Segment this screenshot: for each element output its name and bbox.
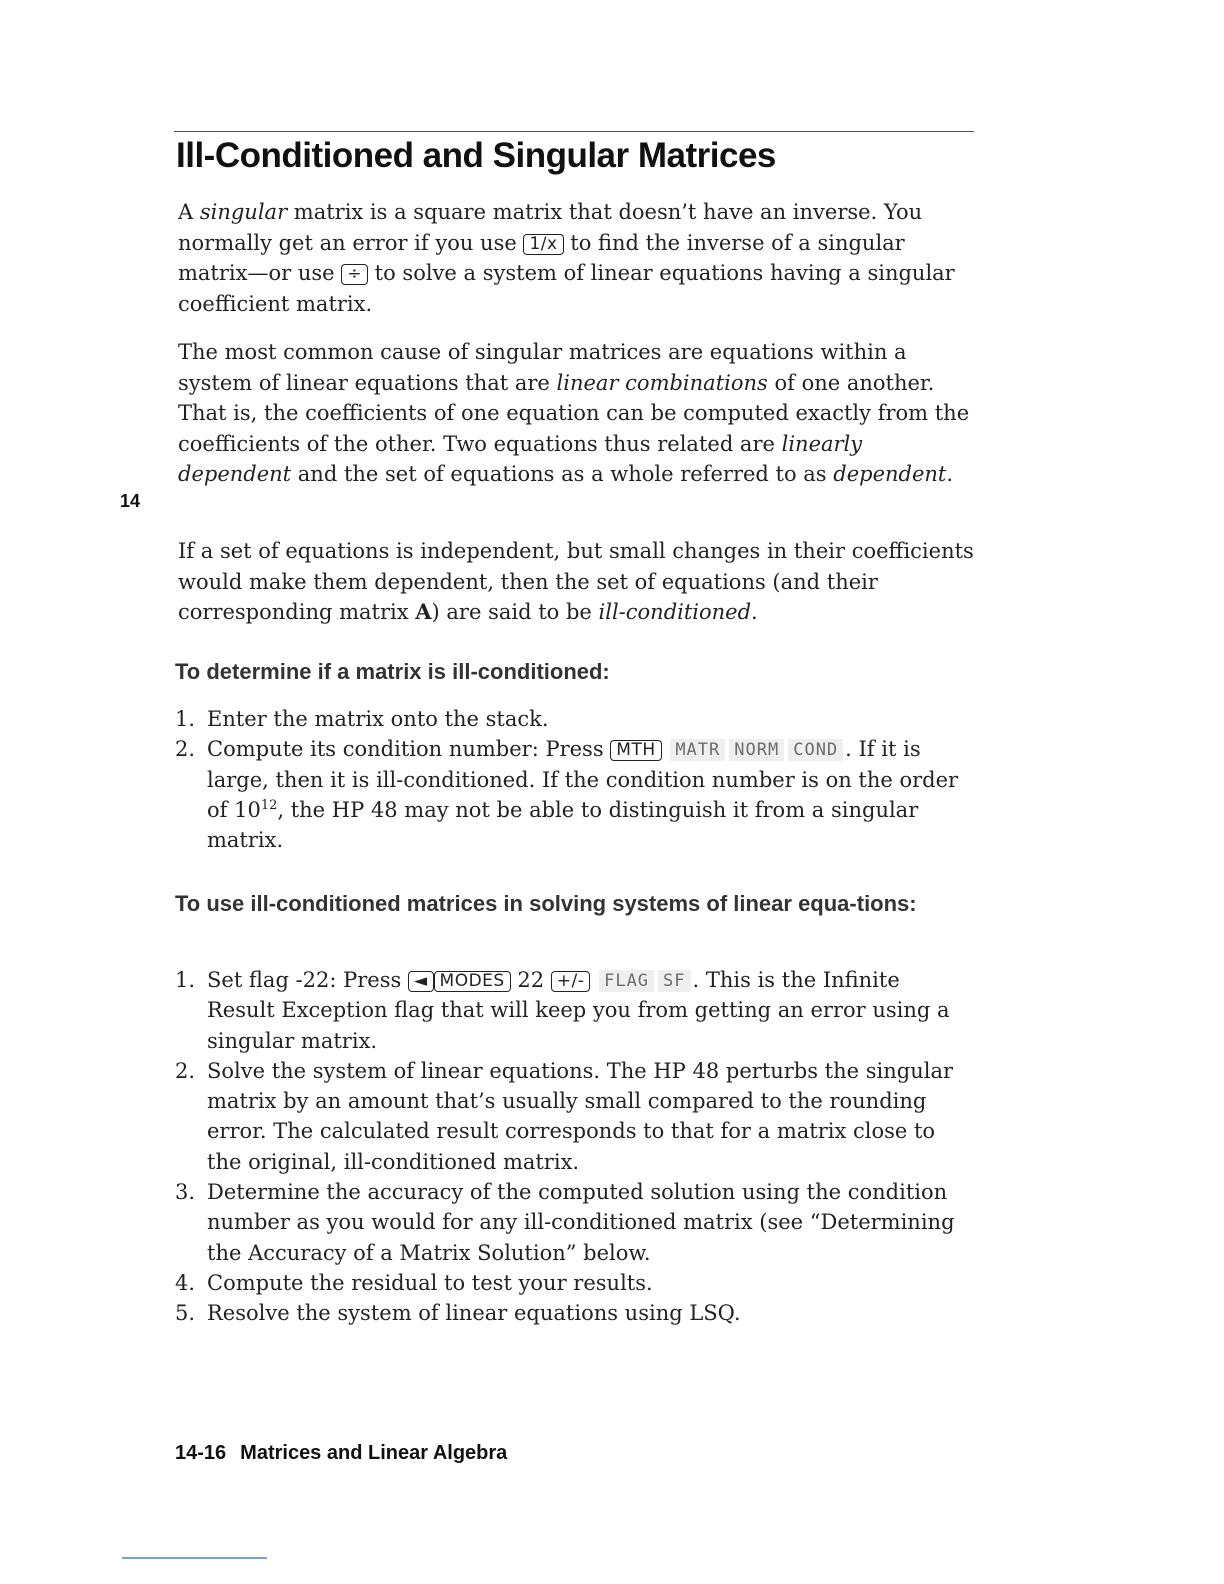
- text-run: matrix is a square matrix that doesn’t have an inverse. You normally get an error if you use: [178, 200, 923, 255]
- step-number: 2.: [175, 737, 196, 762]
- step-text: Compute the residual to test your results.: [207, 1270, 653, 1295]
- text-run: Compute its condition number: Press: [207, 737, 611, 762]
- paragraph-ill-conditioned: [178, 536, 978, 628]
- text-run: A: [178, 200, 200, 224]
- steps-use: [175, 965, 965, 1329]
- text-run: . This is the Infinite Result Exception flag that will keep you from getting an error using a singular matrix.: [207, 968, 950, 1053]
- change-sign-key: +/-: [551, 971, 591, 992]
- list-item: [175, 734, 965, 855]
- steps-determine: [175, 704, 965, 855]
- list-item: [175, 1268, 965, 1298]
- inverse-key: 1/x: [523, 234, 563, 255]
- chapter-title: Matrices and Linear Algebra: [240, 1442, 508, 1464]
- page-title: Ill-Conditioned and Singular Matrices: [176, 136, 776, 175]
- exponent: 12: [260, 797, 278, 813]
- text-run: and the set of equations as a whole referred to as: [291, 462, 834, 486]
- term-ill-conditioned: ill-conditioned: [598, 600, 752, 624]
- modes-key: MODES: [434, 971, 511, 992]
- text-run: of one another. That is, the coefficients of one equation can be computed exactly from the coefficients of the other. Two equations thus related are: [178, 370, 970, 456]
- section-heading-determine: To determine if a matrix is ill-conditioned:: [175, 659, 610, 684]
- text-run: ) are said to be: [431, 600, 599, 624]
- sf-softkey: SF: [658, 970, 690, 992]
- step-number: 4.: [175, 1270, 196, 1295]
- list-item: [175, 1298, 965, 1328]
- text-run: Set flag -22: Press: [207, 968, 408, 992]
- page-number: 14-16: [175, 1442, 227, 1464]
- term-singular: singular: [199, 200, 288, 224]
- left-shift-key: ◄: [408, 971, 434, 992]
- step-number: 5.: [175, 1301, 196, 1326]
- matrix-symbol: A: [415, 599, 432, 624]
- list-item: [175, 1056, 965, 1177]
- norm-softkey: NORM: [729, 739, 784, 761]
- list-item: [175, 965, 965, 1056]
- list-item: [175, 704, 965, 734]
- cond-softkey: COND: [788, 739, 843, 761]
- list-item: [175, 1177, 965, 1268]
- term-linear-combinations: linear combinations: [556, 370, 768, 395]
- step-number: 1.: [175, 968, 196, 992]
- text-run: .: [751, 600, 758, 624]
- text-run: If a set of equations is independent, but small changes in their coefficients would make them dependent, then the set of equations (and their corresponding matrix: [178, 539, 974, 624]
- text-run: , the HP 48 may not be able to distinguish it from a singular matrix.: [207, 797, 919, 853]
- term-dependent: dependent: [833, 462, 947, 486]
- term-linearly-dependent: linearly dependent: [178, 431, 863, 486]
- divide-key: ÷: [341, 264, 368, 285]
- step-text: Determine the accuracy of the computed solution using the condition number as you would for any ill-conditioned matrix (see “Determining the Accuracy of a Matrix Solution” below.: [207, 1180, 955, 1265]
- footer-rule: [122, 1557, 267, 1559]
- step-number: 3.: [175, 1180, 196, 1205]
- step-text: Resolve the system of linear equations using LSQ.: [207, 1301, 741, 1326]
- text-run: . If it is large, then it is ill-conditioned. If the condition number is on the order of 10: [207, 737, 959, 822]
- text-run: The most common cause of singular matrices are equations within a system of linear equations that are: [178, 340, 907, 395]
- step-text: Enter the matrix onto the stack.: [207, 707, 549, 731]
- chapter-tab: 14: [120, 491, 141, 511]
- paragraph-singular-definition: [178, 197, 978, 319]
- step-number: 1.: [175, 707, 196, 731]
- flag-softkey: FLAG: [599, 970, 654, 992]
- mth-key: MTH: [610, 740, 661, 761]
- text-run: to solve a system of linear equations having a singular coefficient matrix.: [178, 261, 955, 316]
- header-rule: [174, 131, 974, 132]
- paragraph-dependent-equations: [178, 337, 978, 490]
- step-text: Solve the system of linear equations. The HP 48 perturbs the singular matrix by an amount that’s usually small compared to the rounding error. The calculated result corresponds to that for a matrix close to the original, ill-conditioned matrix.: [207, 1058, 954, 1174]
- matr-softkey: MATR: [670, 739, 725, 761]
- text-run: 22: [510, 968, 551, 992]
- text-run: to find the inverse of a singular matrix—or use: [178, 230, 905, 285]
- section-heading-use: To use ill-conditioned matrices in solving systems of linear equa-tions:: [175, 891, 917, 916]
- step-number: 2.: [175, 1058, 196, 1083]
- text-run: .: [946, 462, 954, 486]
- page-footer: [175, 1442, 507, 1465]
